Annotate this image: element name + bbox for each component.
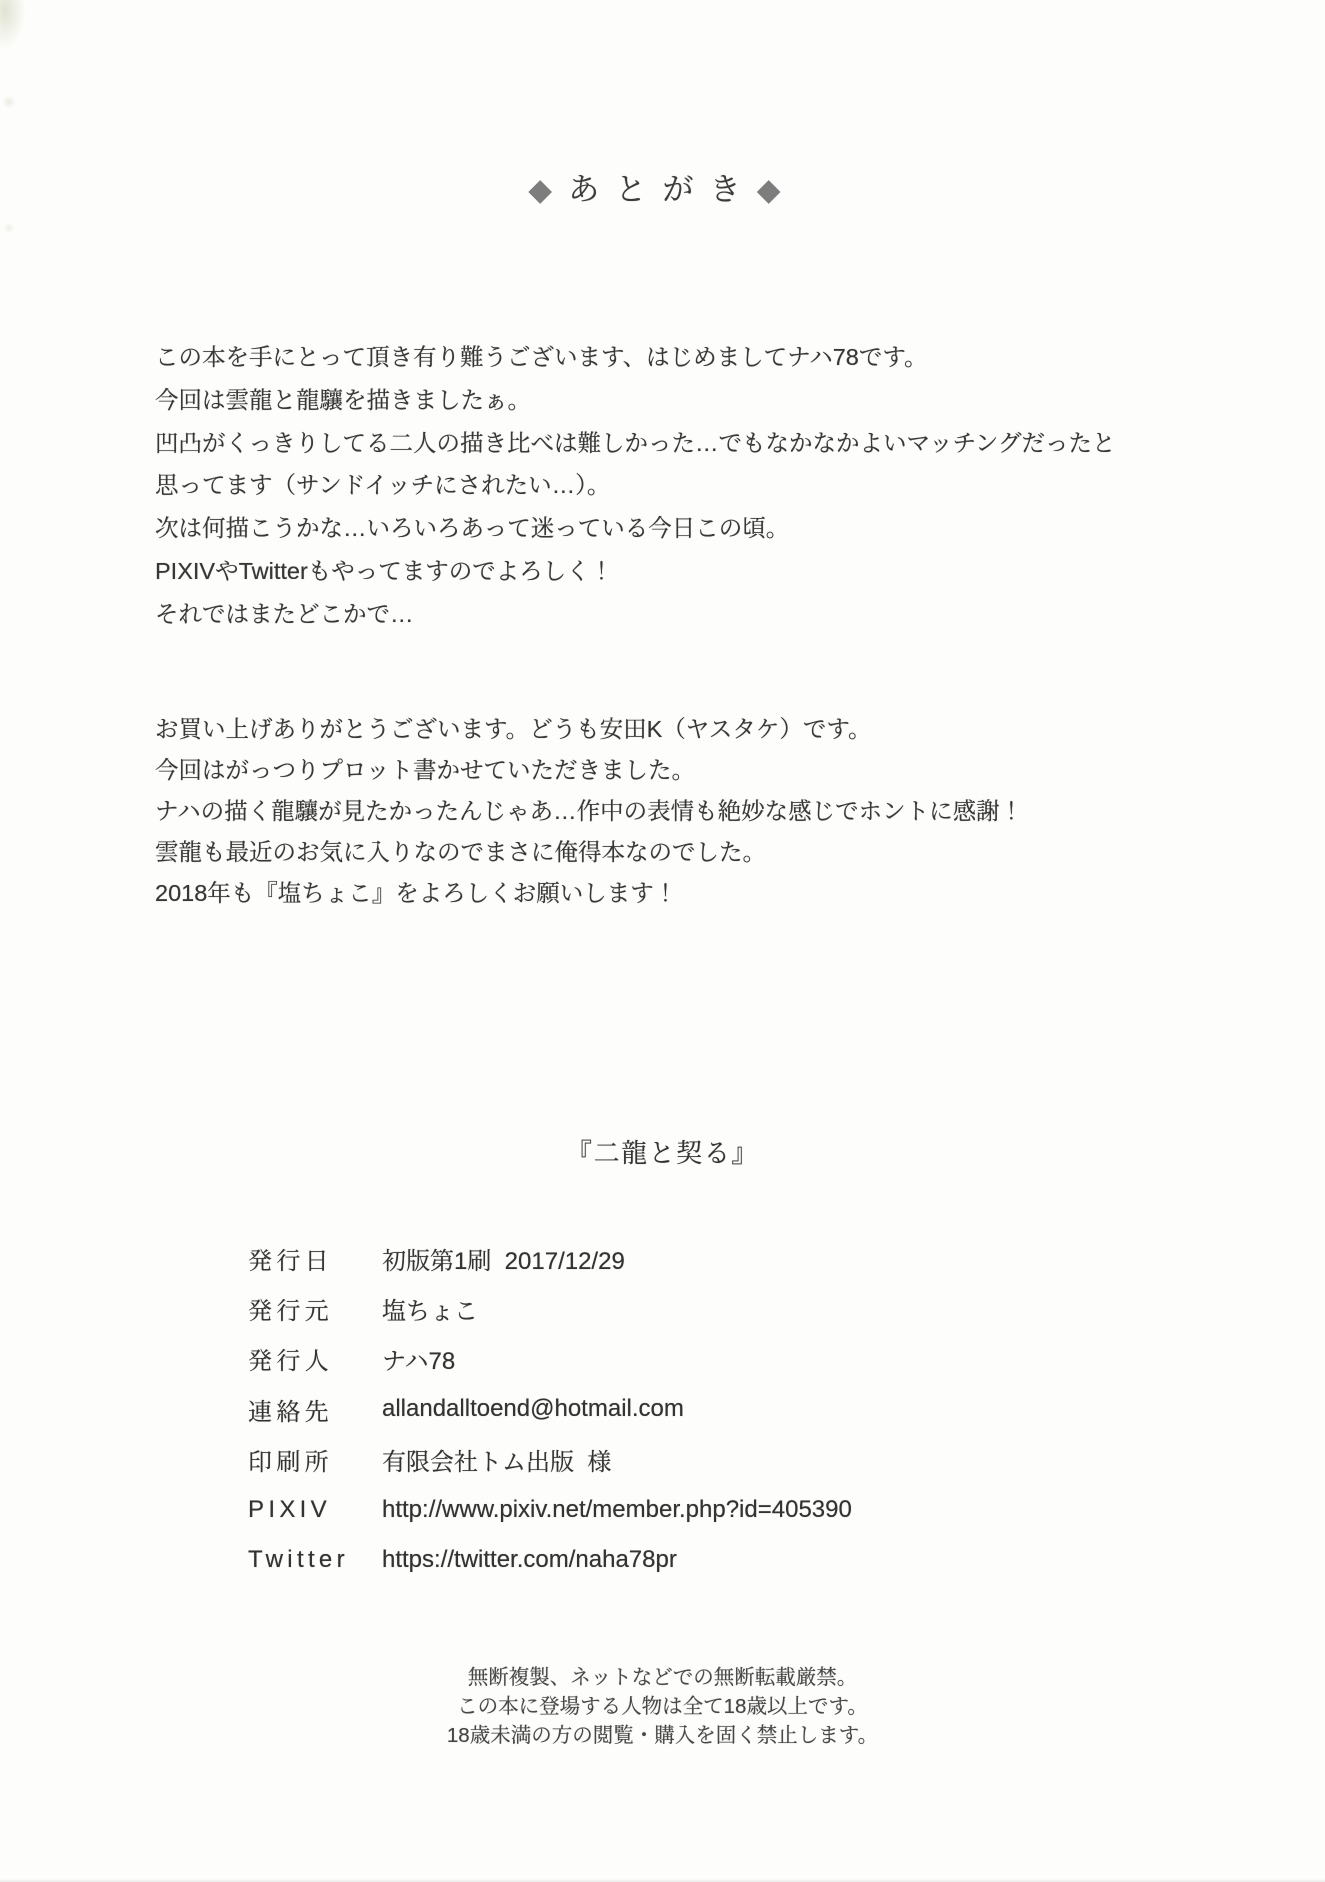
- colophon-label: Twitter: [248, 1545, 349, 1573]
- colophon-value: ナハ78: [382, 1348, 456, 1376]
- colophon-value: 塩ちょこ: [382, 1297, 478, 1325]
- afterword-line: 雲龍も最近のお気に入りなのでまさに俺得本なのでした。: [155, 839, 766, 865]
- afterword-title: [0, 164, 1325, 209]
- colophon-row: [248, 1484, 852, 1534]
- scan-artifact: [0, 0, 26, 50]
- afterword-line: この本を手にとって頂き有り難うございます、はじめましてナハ78です。: [155, 344, 928, 370]
- colophon-value: allandalltoend@hotmail.com: [382, 1395, 684, 1423]
- colophon-label: 連絡先: [248, 1398, 333, 1426]
- colophon-label: 発行元: [248, 1297, 333, 1325]
- afterword-line: お買い上げありがとうございます。どうも安田K（ヤスタケ）です。: [155, 716, 872, 742]
- scan-artifact: [2, 95, 16, 109]
- colophon-value: 有限会社トム出版 様: [382, 1448, 612, 1476]
- diamond-left-icon: ◆: [528, 172, 569, 208]
- writer-afterword-paragraph: [155, 709, 1023, 914]
- afterword-line: 今回は雲龍と龍驤を描きましたぁ。: [155, 386, 531, 413]
- scan-artifact: [3, 222, 15, 234]
- afterword-line: それではまたどこかで…: [155, 600, 414, 627]
- afterword-line: PIXIVやTwitterもやってますのでよろしく！: [155, 557, 614, 584]
- colophon-label: PIXIV: [248, 1495, 331, 1523]
- afterword-line: 思ってます（サンドイッチにされたい…）。: [155, 472, 611, 499]
- disclaimer-line: この本に登場する人物は全て18歳以上です。: [457, 1695, 868, 1718]
- colophon-label: 発行日: [248, 1247, 333, 1275]
- afterword-title-text: あとがき: [568, 172, 757, 207]
- disclaimer-line: 18歳未満の方の閲覧・購入を固く禁止します。: [446, 1724, 879, 1747]
- colophon-label: 印刷所: [248, 1448, 333, 1476]
- book-title: 『二龍と契る』: [566, 1138, 759, 1168]
- colophon-value: 初版第1刷 2017/12/29: [382, 1247, 625, 1275]
- colophon-value: https://twitter.com/naha78pr: [382, 1545, 677, 1573]
- colophon-row: [248, 1334, 852, 1384]
- disclaimer-line: 無断複製、ネットなどでの無断転載厳禁。: [467, 1666, 858, 1689]
- colophon-label: 発行人: [248, 1348, 333, 1376]
- afterword-line: 次は何描こうかな…いろいろあって迷っている今日この頃。: [155, 515, 790, 542]
- colophon-table: [248, 1233, 852, 1585]
- afterword-line: 凹凸がくっきりしてる二人の描き比べは難しかった…でもなかなかよいマッチングだったと: [155, 429, 1116, 456]
- disclaimer: [0, 1663, 1325, 1750]
- colophon-row: [248, 1434, 852, 1484]
- diamond-right-icon: ◆: [756, 172, 797, 208]
- colophon-row: [248, 1384, 852, 1434]
- colophon-row: [248, 1233, 852, 1283]
- colophon-row: [248, 1535, 852, 1585]
- colophon-value: http://www.pixiv.net/member.php?id=405390: [382, 1495, 852, 1523]
- afterword-line: ナハの描く龍驤が見たかったんじゃあ…作中の表情も絶妙な感じでホントに感謝！: [155, 798, 1024, 824]
- artist-afterword-paragraph: [155, 336, 1115, 636]
- afterword-line: 2018年も『塩ちょこ』をよろしくお願いします！: [155, 880, 678, 906]
- colophon-row: [248, 1283, 852, 1333]
- afterword-line: 今回はがっつりプロット書かせていただきました。: [155, 757, 696, 783]
